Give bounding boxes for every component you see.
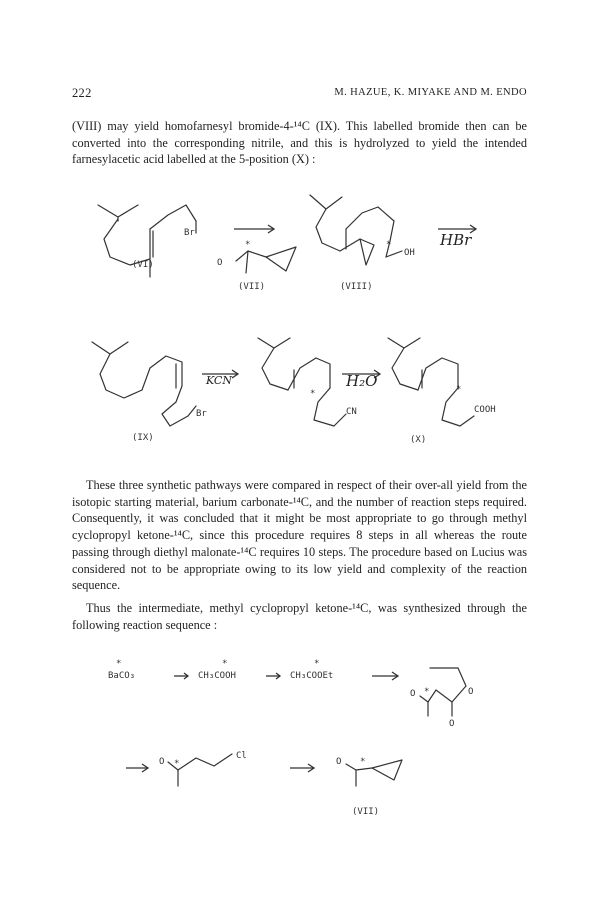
running-head: M. HAZUE, K. MIYAKE AND M. ENDO [334, 87, 527, 98]
label-x: (X) [410, 435, 427, 445]
br-label: Br [196, 409, 207, 419]
reagent-h2o: H₂O [346, 372, 378, 390]
baco3-label: BaCO₃ [108, 671, 136, 681]
cl-label: Cl [236, 751, 247, 761]
scheme-3 [0, 650, 611, 825]
label-vii: (VII) [352, 807, 380, 817]
ch3cooet-label: CH₃COOEt [290, 671, 334, 681]
star-label: * [222, 659, 228, 669]
structure-ix [92, 342, 196, 426]
star-label: * [314, 659, 320, 669]
structure-vii [236, 247, 296, 273]
star-label: * [424, 687, 430, 697]
star-label: * [360, 757, 366, 767]
label-vii: (VII) [238, 282, 266, 292]
label-ix: (IX) [132, 433, 154, 443]
structure-vii [346, 760, 402, 786]
o-label: O [410, 689, 416, 699]
reagent-hbr: HBr [440, 231, 472, 249]
star-label: * [245, 240, 251, 250]
cooh-label: COOH [474, 405, 496, 415]
label-vi: (VI) [132, 260, 154, 270]
o-label: O [217, 258, 223, 268]
star-label: * [116, 659, 122, 669]
paragraph-intro: (VIII) may yield homofarnesyl bromide-4-¹⁴C (IX). This labelled bromide then can be converted into the corresponding nitrile, and this is hydrolyzed to yield the intended farnesylacetic acid labelled at the 5-position (X) : [72, 119, 527, 167]
page-number: 222 [72, 86, 92, 100]
paragraph-synthesis: Thus the intermediate, methyl cyclopropyl ketone-¹⁴C, was synthesized through the following reaction sequence : [72, 601, 527, 632]
o-label: O [159, 757, 165, 767]
label-viii: (VIII) [340, 282, 373, 292]
scheme-2 [0, 330, 611, 455]
cn-label: CN [346, 407, 357, 417]
reagent-kcn: KCN [206, 374, 232, 387]
o-label: O [336, 757, 342, 767]
paragraph-comparison: These three synthetic pathways were compared in respect of their over-all yield from the isotopic starting material, barium carbonate-¹⁴C, and the number of reaction steps required. Consequently, it was concluded that it might be most appropriate to go through methyl cyclopropyl ketone-¹⁴C, since this procedure requires 8 steps in all whereas the route passing through diethyl malonate-¹⁴C requires 10 steps. The procedure based on Lucius was considered not to be appropriate owing to its low yield and complexity of the reaction sequence. [72, 478, 527, 593]
o-label: O [449, 719, 455, 729]
o-label: O [468, 687, 474, 697]
scheme-1 [0, 185, 611, 310]
star-label: * [310, 389, 316, 399]
star-label: * [456, 385, 462, 395]
structure-cn [258, 338, 346, 426]
structure-viii [310, 195, 402, 265]
br-label: Br [184, 228, 195, 238]
oh-label: OH [404, 248, 415, 258]
star-label: * [174, 759, 180, 769]
ch3cooh-label: CH₃COOH [198, 671, 236, 681]
structure-x [388, 338, 474, 426]
star-label: * [386, 240, 392, 250]
